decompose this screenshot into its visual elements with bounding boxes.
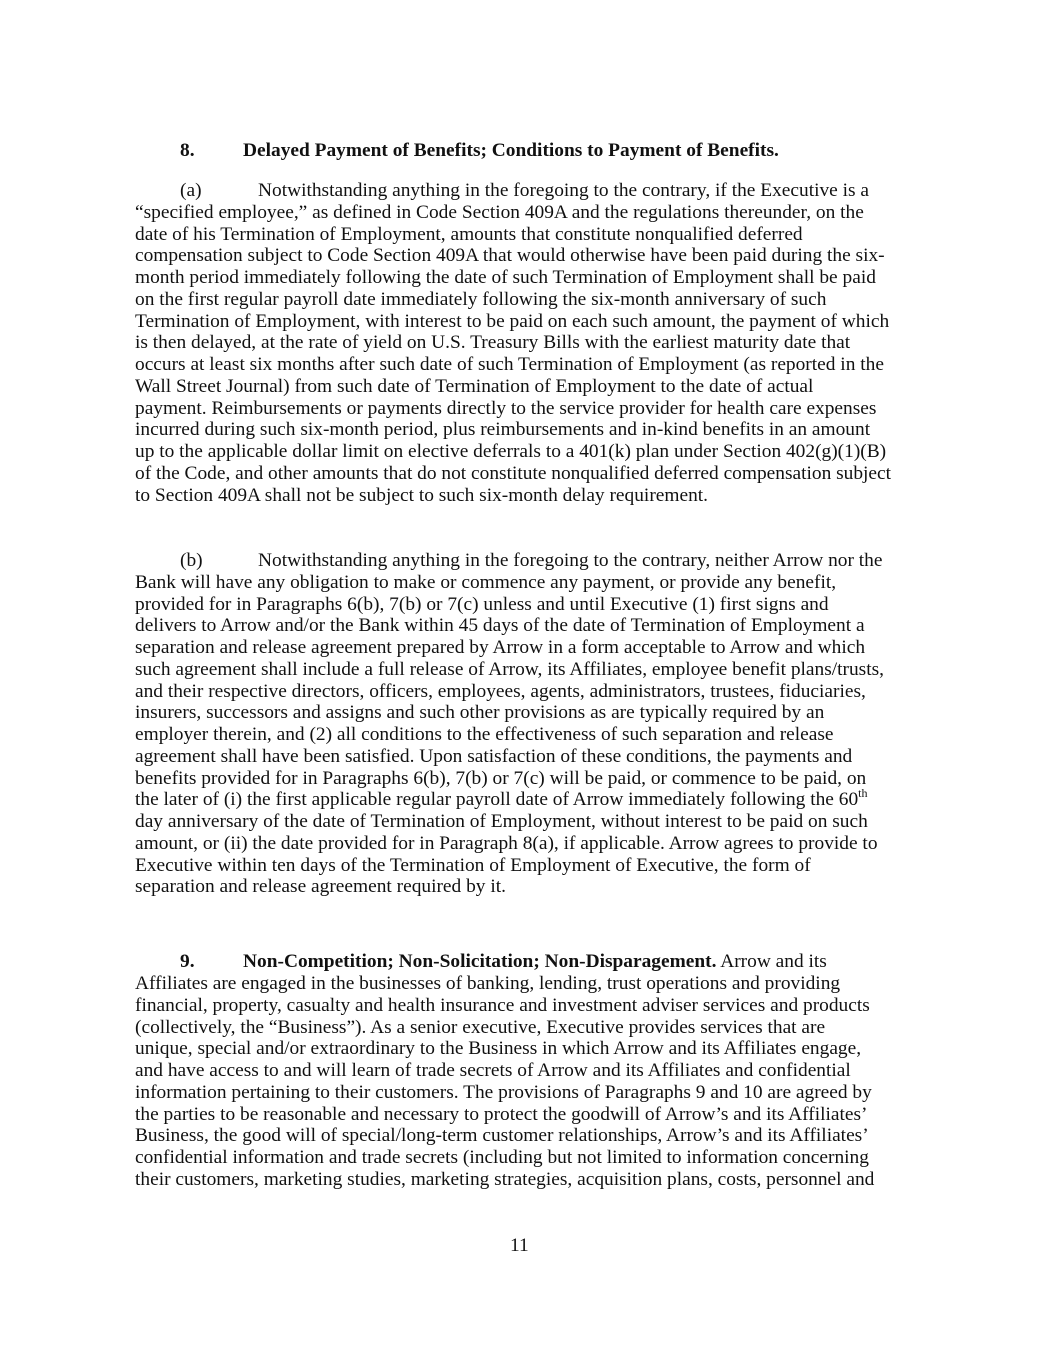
section-9-first-line (243, 951, 827, 973)
text-line: compensation subject to Code Section 409A that would otherwise have been paid during the six- (135, 245, 885, 267)
text-line: “specified employee,” as defined in Code Section 409A and the regulations thereunder, on the (135, 201, 864, 223)
text-line: of the Code, and other amounts that do not constitute nonqualified deferred compensation subject (135, 462, 892, 484)
text-line: amount, or (ii) the date provided for in Paragraph 8(a), if applicable. Arrow agrees to provide to (135, 832, 878, 854)
text-line: occurs at least six months after such date of such Termination of Employment (as reported in the (135, 354, 884, 375)
section-8b-label: (b) (180, 550, 203, 571)
text-line: the parties to be reasonable and necessary to protect the goodwill of Arrow’s and its Affiliates’ (135, 1103, 868, 1125)
text-line: Executive within ten days of the Termination of Employment of Executive, the form of (135, 854, 811, 876)
text-line: employer therein, and (2) all conditions to the effectiveness of such separation and release (135, 724, 834, 745)
section-8-title: Delayed Payment of Benefits; Conditions to Payment of Benefits. (243, 140, 779, 161)
text-line: delivers to Arrow and/or the Bank within 45 days of the date of Termination of Employment a (135, 615, 865, 637)
text-line: and have access to and will learn of trade secrets of Arrow and its Affiliates and confidential (135, 1060, 851, 1081)
text-line: Bank will have any obligation to make or commence any payment, or provide any benefit, (135, 571, 837, 593)
text-line: and their respective directors, officers, employees, agents, administrators, trustees, fiduciaries, (135, 680, 866, 702)
text-line: Notwithstanding anything in the foregoing to the contrary, if the Executive is a (258, 180, 870, 201)
text-line: separation and release agreement required by it. (135, 876, 506, 898)
text-line: separation and release agreement prepared by Arrow in a form acceptable to Arrow and which (135, 637, 866, 658)
text-line: Business, the good will of special/long-term customer relationships, Arrow’s and its Affiliates’ (135, 1125, 869, 1147)
text-line: insurers, successors and assigns and such other provisions as are typically required by an (135, 702, 825, 724)
text-line: on the first regular payroll date immediately following the six-month anniversary of such (135, 288, 827, 310)
text-line: up to the applicable dollar limit on elective deferrals to a 401(k) plan under Section 402(g)(1)(B) (135, 441, 887, 462)
text-line: agreement shall have been satisfied. Upon satisfaction of these conditions, the payments and (135, 745, 853, 767)
text-line: benefits provided for in Paragraphs 6(b), 7(b) or 7(c) will be paid, or commence to be paid, on (135, 767, 867, 789)
text-line: month period immediately following the date of such Termination of Employment shall be paid (135, 267, 876, 288)
text-line: Notwithstanding anything in the foregoing to the contrary, neither Arrow nor the (258, 550, 883, 571)
section-9-title: Non-Competition; Non-Solicitation; Non-Disparagement. (243, 951, 717, 972)
text-line: Wall Street Journal) from such date of Termination of Employment to the date of actual (135, 375, 814, 397)
text-line: day anniversary of the date of Termination of Employment, without interest to be paid on such (135, 811, 868, 832)
text-line: provided for in Paragraphs 6(b), 7(b) or 7(c) unless and until Executive (1) first signs and (135, 593, 829, 615)
text-line: Affiliates are engaged in the businesses of banking, lending, trust operations and providing (135, 973, 841, 994)
section-8a-label: (a) (180, 180, 202, 201)
text-line: the later of (i) the first applicable regular payroll date of Arrow immediately following the 60th (135, 786, 868, 811)
ordinal-superscript: th (858, 786, 868, 801)
text-line: confidential information and trade secrets (including but not limited to information concerning (135, 1147, 869, 1168)
text-line: incurred during such six-month period, plus reimbursements and in-kind benefits in an amount (135, 419, 871, 441)
text-line: information pertaining to their customers. The provisions of Paragraphs 9 and 10 are agreed by (135, 1081, 872, 1103)
text-line: date of his Termination of Employment, amounts that constitute nonqualified deferred (135, 223, 803, 245)
section-9-first-line-text: Arrow and its (720, 951, 827, 972)
text-line: such agreement shall include a full release of Arrow, its Affiliates, employee benefit plans/trusts, (135, 658, 885, 680)
text-line: (collectively, the “Business”). As a senior executive, Executive provides services that are (135, 1016, 826, 1038)
text-line: unique, special and/or extraordinary to the Business in which Arrow and its Affiliates engage, (135, 1038, 862, 1060)
section-8-number: 8. (180, 140, 195, 161)
page-number: 11 (510, 1235, 529, 1256)
section-9-number: 9. (180, 951, 195, 972)
text-line: to Section 409A shall not be subject to such six-month delay requirement. (135, 484, 708, 506)
text-line: their customers, marketing studies, marketing strategies, acquisition plans, costs, personnel and (135, 1168, 875, 1190)
text-line: financial, property, casualty and health insurance and investment adviser services and products (135, 994, 870, 1016)
text-line: is then delayed, at the rate of yield on U.S. Treasury Bills with the earliest maturity date that (135, 332, 851, 354)
text-line: Termination of Employment, with interest to be paid on each such amount, the payment of which (135, 310, 890, 332)
text-line: payment. Reimbursements or payments directly to the service provider for health care expenses (135, 397, 877, 419)
